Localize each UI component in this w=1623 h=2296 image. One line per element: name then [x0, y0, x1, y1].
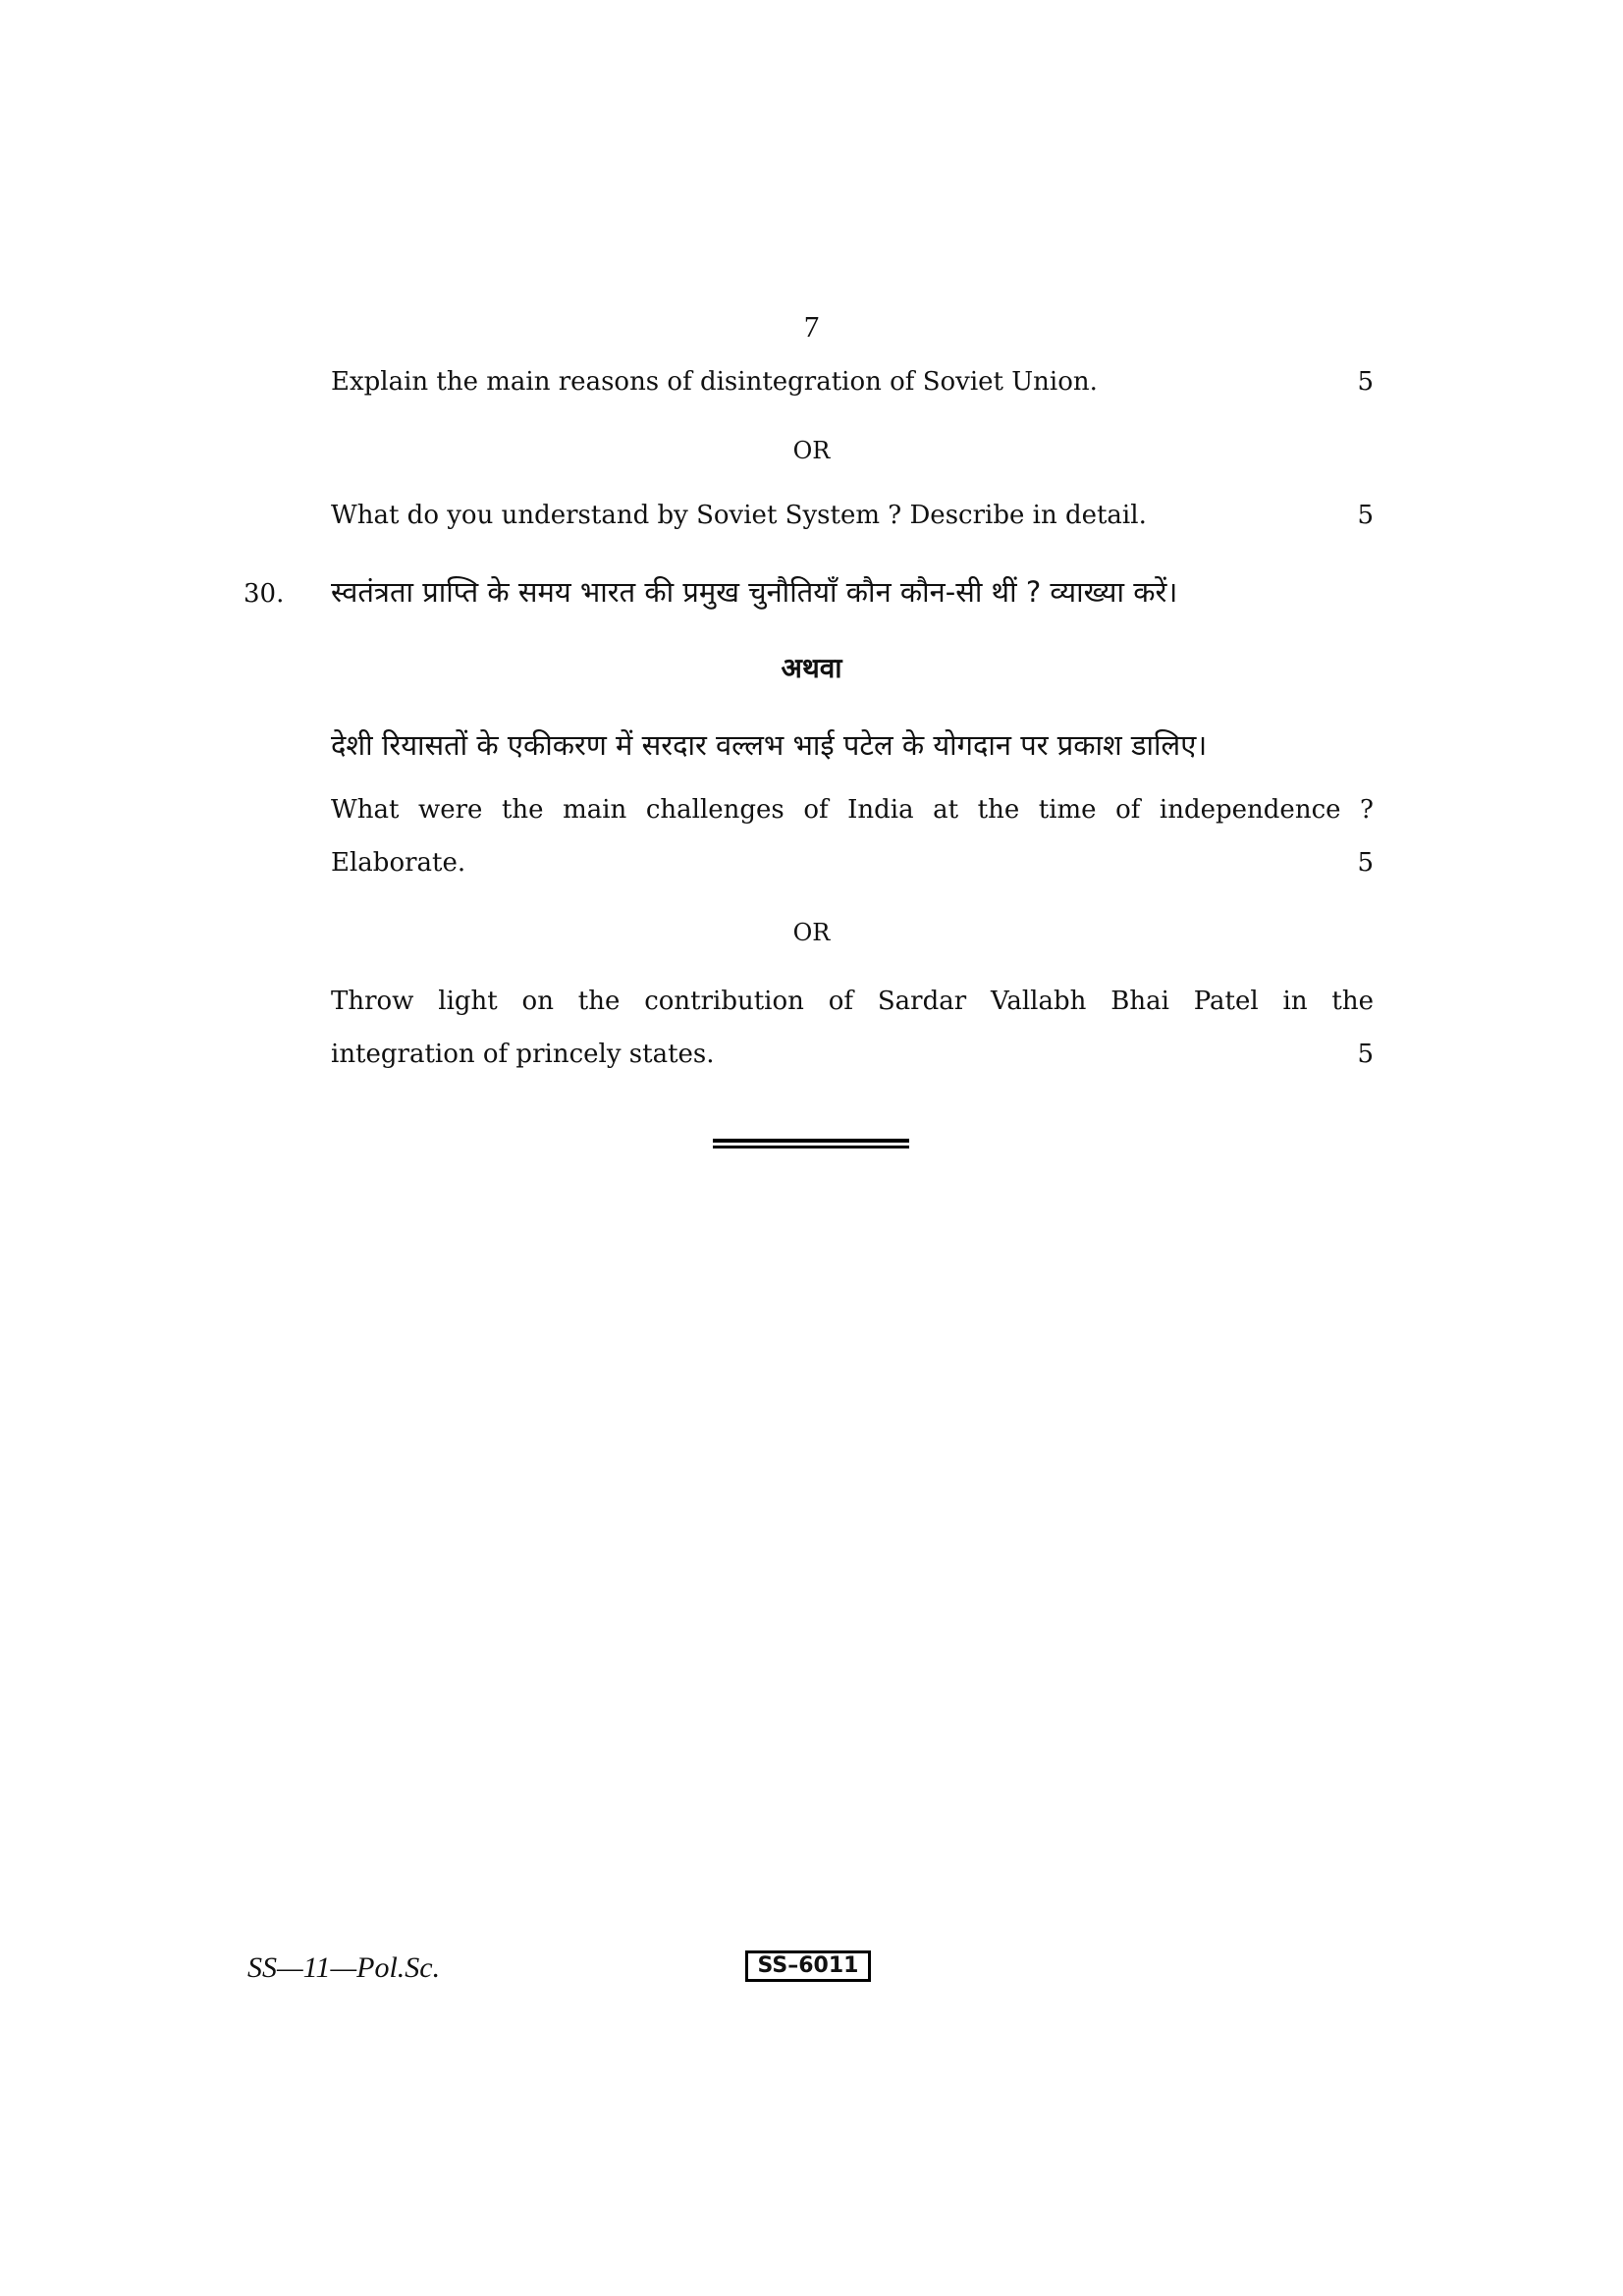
question-29-main-marks: 5: [1357, 367, 1374, 397]
question-30-hindi-alternative: देशी रियासतों के एकीकरण में सरदार वल्लभ भाई पटेल के योगदान पर प्रकाश डालिए।: [331, 728, 1208, 762]
question-30-english-line1: What were the main challenges of India at the time of independence ?: [331, 795, 1374, 825]
question-29-alternative-text: What do you understand by Soviet System ? Describe in detail.: [331, 501, 1147, 530]
question-30-alternative-line1: Throw light on the contribution of Sardar Vallabh Bhai Patel in the: [331, 987, 1374, 1016]
rule-line-thick: [713, 1139, 909, 1143]
end-of-paper-rule: [713, 1139, 909, 1148]
question-29-alternative-marks: 5: [1357, 501, 1374, 530]
question-30-english-line2: Elaborate.: [331, 848, 466, 878]
or-separator: OR: [792, 437, 831, 464]
hindi-or-separator: अथवा: [781, 652, 842, 684]
page-number: 7: [803, 309, 820, 344]
question-30-english-marks: 5: [1357, 848, 1374, 878]
question-30-alternative-marks: 5: [1357, 1040, 1374, 1069]
question-30-alternative-line2: integration of princely states.: [331, 1040, 715, 1069]
rule-line-thin: [713, 1146, 909, 1148]
question-29-main-text: Explain the main reasons of disintegration of Soviet Union.: [331, 367, 1098, 397]
footer-paper-reference: SS—11—Pol.Sc.: [247, 1951, 441, 1984]
question-30-number: 30.: [243, 579, 285, 609]
question-30-hindi-text: स्वतंत्रता प्राप्ति के समय भारत की प्रमुख चुनौतियाँ कौन कौन-सी थीं ? व्याख्या करें।: [331, 575, 1178, 609]
or-separator: OR: [792, 919, 831, 946]
footer-paper-code-box: SS–6011: [745, 1950, 871, 1982]
